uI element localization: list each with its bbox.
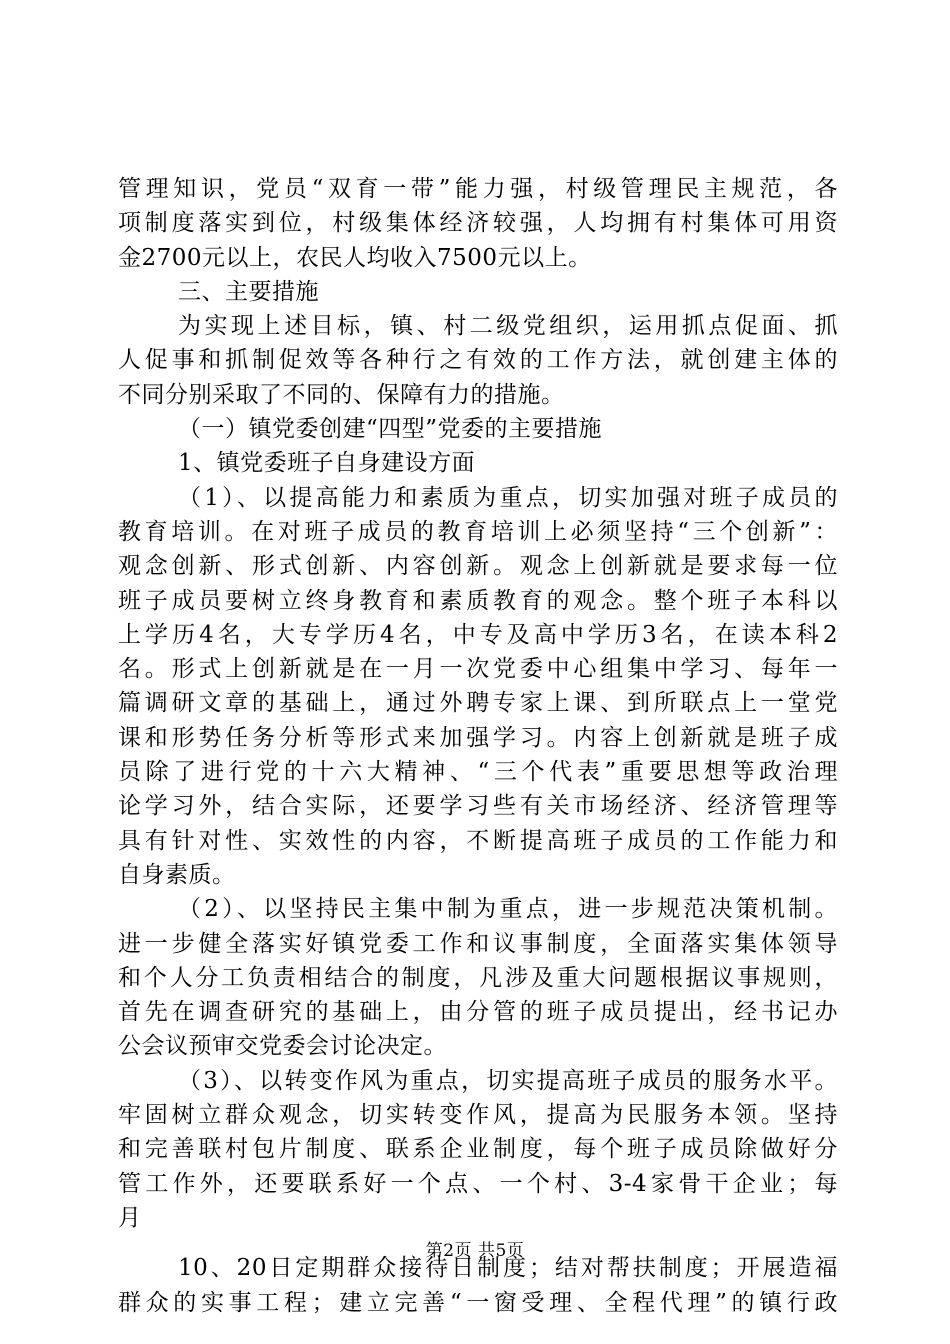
text-line: 为实现上述目标，镇、村二级党组织，运用抓点促面、抓 [178,313,838,340]
text-line: 项制度落实到位，村级集体经济较强，人均拥有村集体可用资 [118,210,838,237]
text-line: 具有针对性、实效性的内容，不断提高班子成员的工作能力和 [118,827,838,854]
text-line: 论学习外，结合实际，还要学习些有关市场经济、经济管理等 [118,793,838,820]
text-line: 自身素质。 [118,861,236,888]
subsection-heading: （一）镇党委创建“四型”党委的主要措施 [178,416,603,443]
text-line: 员除了进行党的十六大精神、“三个代表”重要思想等政治理 [118,759,838,786]
text-line: （1）、以提高能力和素质为重点，切实加强对班子成员的 [178,484,838,511]
text-line: 和完善联村包片制度、联系企业制度，每个班子成员除做好分 [118,1136,838,1163]
page-number-footer: 第2页 共5页 [425,1241,525,1261]
text-line: 管工作外，还要联系好一个点、一个村、3-4家骨干企业；每 [118,1170,838,1197]
text-line: （2）、以坚持民主集中制为重点，进一步规范决策机制。 [178,896,838,923]
text-line: （3）、以转变作风为重点，切实提高班子成员的服务水平。 [178,1067,838,1094]
text-line: 群众的实事工程；建立完善“一窗受理、全程代理”的镇行政 [118,1289,838,1316]
text-line: 10、20日定期群众接待日制度；结对帮扶制度；开展造福 [178,1255,838,1282]
document-body [118,172,838,1320]
section-heading: 三、主要措施 [178,278,319,305]
text-line: 不同分别采取了不同的、保障有力的措施。 [118,381,565,408]
text-line: 公会议预审交党委会讨论决定。 [118,1033,447,1060]
text-line: 名。形式上创新就是在一月一次党委中心组集中学习、每年一 [118,656,838,683]
text-line: 牢固树立群众观念，切实转变作风，提高为民服务本领。坚持 [118,1102,838,1129]
text-line: 金2700元以上，农民人均收入7500元以上。 [118,244,592,271]
text-line: 月 [118,1204,142,1231]
text-line: 班子成员要树立终身教育和素质教育的观念。整个班子本科以 [118,587,838,614]
text-line: 进一步健全落实好镇党委工作和议事制度，全面落实集体领导 [118,930,838,957]
text-line: 篇调研文章的基础上，通过外聘专家上课、到所联点上一堂党 [118,690,838,717]
text-line: 和个人分工负责相结合的制度，凡涉及重大问题根据议事规则， [118,964,838,991]
text-line: 管理知识，党员“双育一带”能力强，村级管理民主规范，各 [118,176,838,202]
text-line: 观念创新、形式创新、内容创新。观念上创新就是要求每一位 [118,553,838,580]
text-line: 上学历4名，大专学历4名，中专及高中学历3名，在读本科2 [118,621,838,648]
text-line: 课和形势任务分析等形式来加强学习。内容上创新就是班子成 [118,724,838,751]
text-line: 教育培训。在对班子成员的教育培训上必须坚持“三个创新”： [118,518,838,545]
subsection-heading: 1、镇党委班子自身建设方面 [178,450,476,477]
text-line: 人促事和抓制促效等各种行之有效的工作方法，就创建主体的 [118,347,838,374]
text-line: 首先在调查研究的基础上，由分管的班子成员提出，经书记办 [118,999,838,1026]
